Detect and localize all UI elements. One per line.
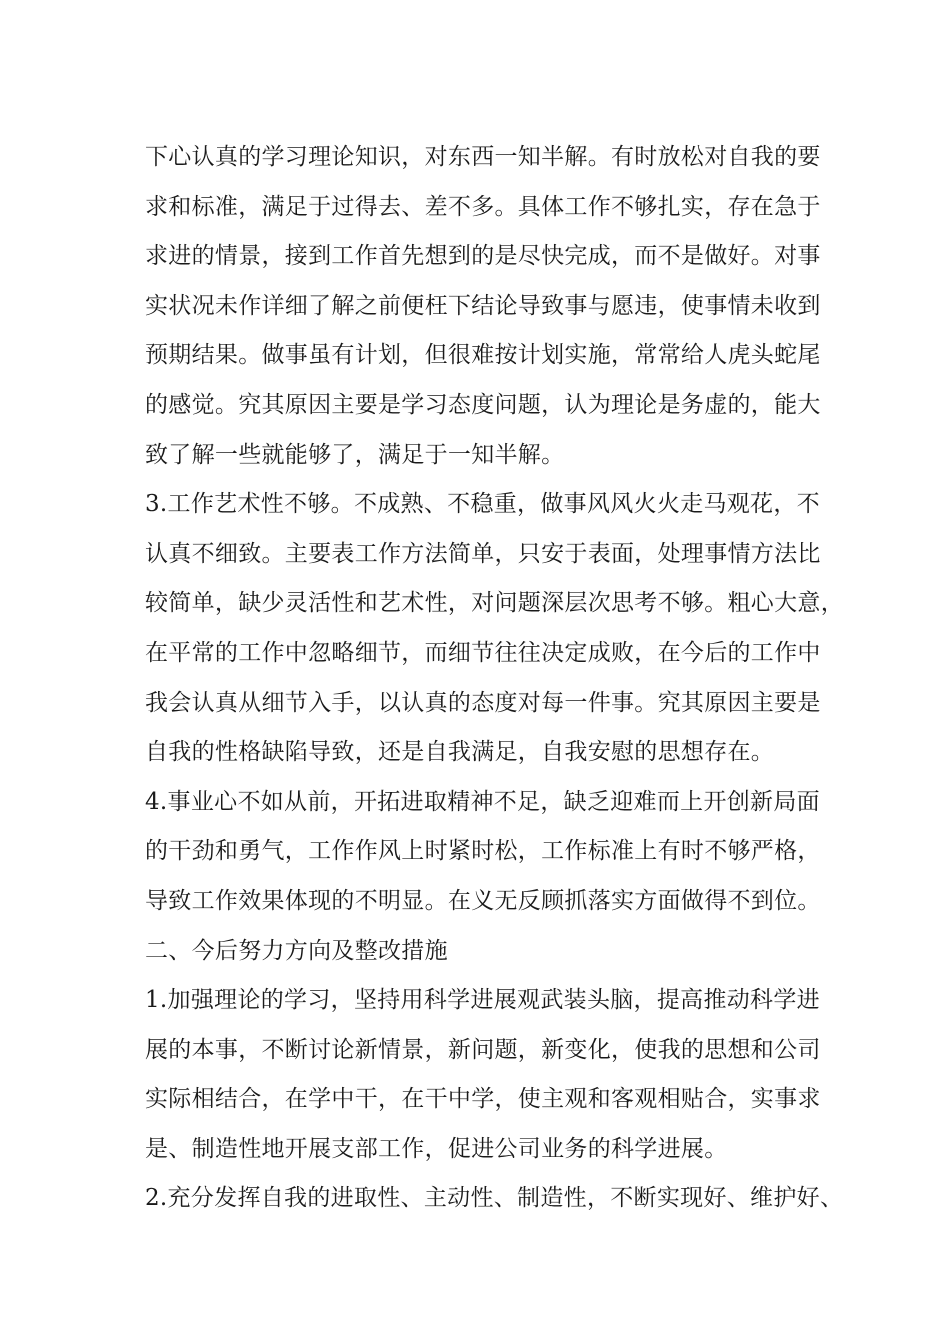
text-line: 的感觉。究其原因主要是学习态度问题，认为理论是务虚的，能大 xyxy=(145,391,821,418)
list-item-4: 4.事业心不如从前，开拓进取精神不足，缺乏迎难而上开创新局面 xyxy=(145,788,820,815)
text-line: 是、制造性地开展支部工作，促进公司业务的科学进展。 xyxy=(145,1135,728,1162)
text-line: 下心认真的学习理论知识，对东西一知半解。有时放松对自我的要 xyxy=(145,144,821,170)
text-line: 实状况未作详细了解之前便枉下结论导致事与愿违，使事情未收到 xyxy=(145,292,821,319)
text-line: 自我的性格缺陷导致，还是自我满足，自我安慰的思想存在。 xyxy=(145,739,775,766)
section-heading: 二、今后努力方向及整改措施 xyxy=(145,937,448,964)
text-line: 导致工作效果体现的不明显。在义无反顾抓落实方面做得不到位。 xyxy=(145,887,821,914)
list-item-2: 2.充分发挥自我的进取性、主动性、制造性，不断实现好、维护好、 xyxy=(145,1185,844,1212)
text-line: 致了解一些就能够了，满足于一知半解。 xyxy=(145,441,565,468)
document-body xyxy=(145,133,844,1224)
text-line: 展的本事，不断讨论新情景，新问题，新变化，使我的思想和公司 xyxy=(145,1036,821,1063)
text-line: 认真不细致。主要表工作方法简单，只安于表面，处理事情方法比 xyxy=(145,540,821,567)
text-line: 的干劲和勇气，工作作风上时紧时松，工作标准上有时不够严格， xyxy=(145,838,821,865)
text-line: 我会认真从细节入手，以认真的态度对每一件事。究其原因主要是 xyxy=(145,689,821,716)
text-line: 实际相结合，在学中干，在干中学，使主观和客观相贴合，实事求 xyxy=(145,1086,821,1113)
list-item-3: 3.工作艺术性不够。不成熟、不稳重，做事风风火火走马观花，不 xyxy=(145,491,820,518)
text-line: 较简单，缺少灵活性和艺术性，对问题深层次思考不够。粗心大意， xyxy=(145,590,844,617)
text-line: 求进的情景，接到工作首先想到的是尽快完成，而不是做好。对事 xyxy=(145,243,821,270)
text-line: 求和标准，满足于过得去、差不多。具体工作不够扎实，存在急于 xyxy=(145,193,821,220)
text-line: 在平常的工作中忽略细节，而细节往往决定成败，在今后的工作中 xyxy=(145,639,821,666)
text-line: 预期结果。做事虽有计划，但很难按计划实施，常常给人虎头蛇尾 xyxy=(145,342,821,369)
list-item-1: 1.加强理论的学习，坚持用科学进展观武装头脑，提高推动科学进 xyxy=(145,987,820,1014)
